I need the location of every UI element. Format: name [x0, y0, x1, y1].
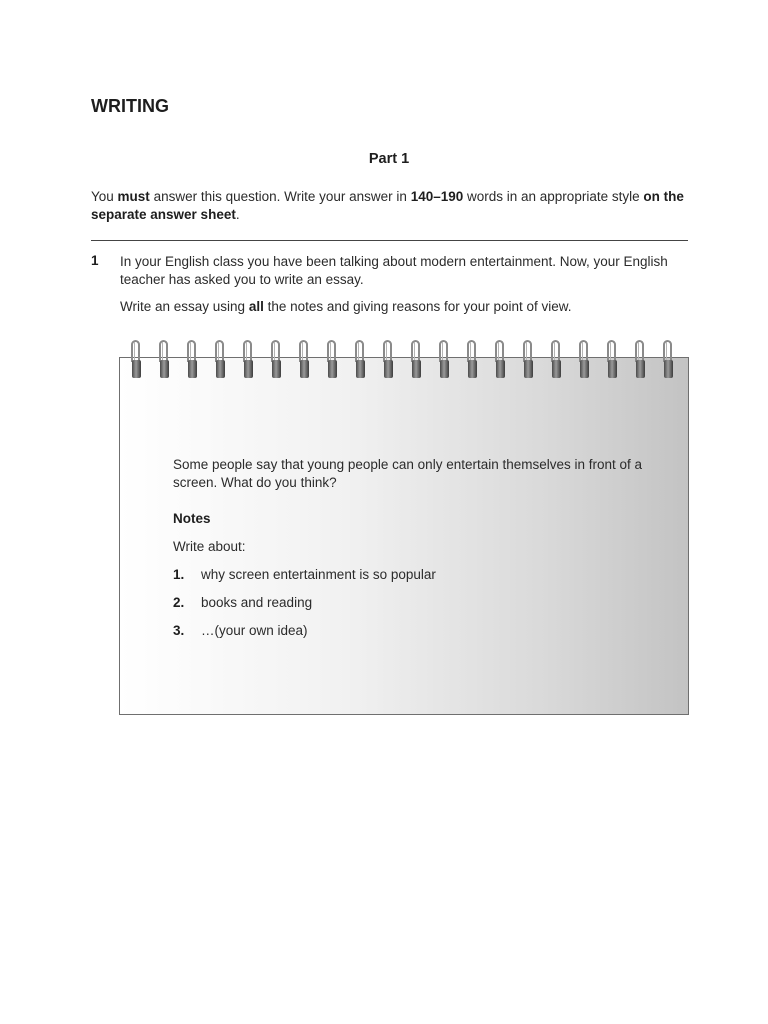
- note-item-text: books and reading: [201, 595, 313, 610]
- instructions-text-1: You: [91, 189, 118, 204]
- instructions-bold-must: must: [117, 189, 150, 204]
- question-number: 1: [91, 253, 99, 268]
- instructions-text-3: words in an appropriate style: [463, 189, 644, 204]
- notes-title: Notes: [173, 511, 211, 526]
- spiral-ring: [214, 340, 226, 380]
- task-text-bold: all: [248, 299, 264, 314]
- task-text-post: the notes and giving reasons for your point of view.: [263, 299, 572, 314]
- spiral-ring: [606, 340, 618, 380]
- spiral-ring: [438, 340, 450, 380]
- instructions-bold-word-count: 140–190: [410, 189, 464, 204]
- notepad-prompt: Some people say that young people can only entertain themselves in front of a screen. What do you think?: [173, 457, 643, 490]
- spiral-ring: [634, 340, 646, 380]
- section-title: WRITING: [91, 96, 169, 116]
- note-item-number: 3.: [173, 623, 185, 638]
- spiral-ring: [494, 340, 506, 380]
- instructions-bold-answer-sheet: on the separate answer sheet: [91, 189, 684, 222]
- spiral-ring: [298, 340, 310, 380]
- spiral-ring: [662, 340, 674, 380]
- spiral-ring: [270, 340, 282, 380]
- spiral-ring: [410, 340, 422, 380]
- task-text-pre: Write an essay using: [120, 299, 249, 314]
- note-item-text: why screen entertainment is so popular: [201, 567, 436, 582]
- spiral-ring: [130, 340, 142, 380]
- notepad: [119, 357, 689, 715]
- part-label: Part 1: [368, 151, 410, 167]
- note-item-text: …(your own idea): [201, 623, 308, 638]
- spiral-ring: [242, 340, 254, 380]
- spiral-ring: [578, 340, 590, 380]
- spiral-binding: [130, 340, 690, 382]
- spiral-ring: [186, 340, 198, 380]
- note-item-number: 2.: [173, 595, 185, 610]
- note-item-number: 1.: [173, 567, 185, 582]
- instructions-text-2: answer this question. Write your answer in: [149, 189, 411, 204]
- spiral-ring: [382, 340, 394, 380]
- divider: [91, 240, 688, 241]
- spiral-ring: [522, 340, 534, 380]
- spiral-ring: [158, 340, 170, 380]
- question-task: [120, 298, 690, 316]
- write-about-label: Write about:: [173, 539, 246, 554]
- spiral-ring: [466, 340, 478, 380]
- spiral-ring: [550, 340, 562, 380]
- spiral-ring: [326, 340, 338, 380]
- instructions: [91, 188, 689, 224]
- spiral-ring: [354, 340, 366, 380]
- question-text: In your English class you have been talking about modern entertainment. Now, your English teacher has asked you to write an essay.: [120, 254, 668, 287]
- instructions-text-4: .: [235, 207, 240, 222]
